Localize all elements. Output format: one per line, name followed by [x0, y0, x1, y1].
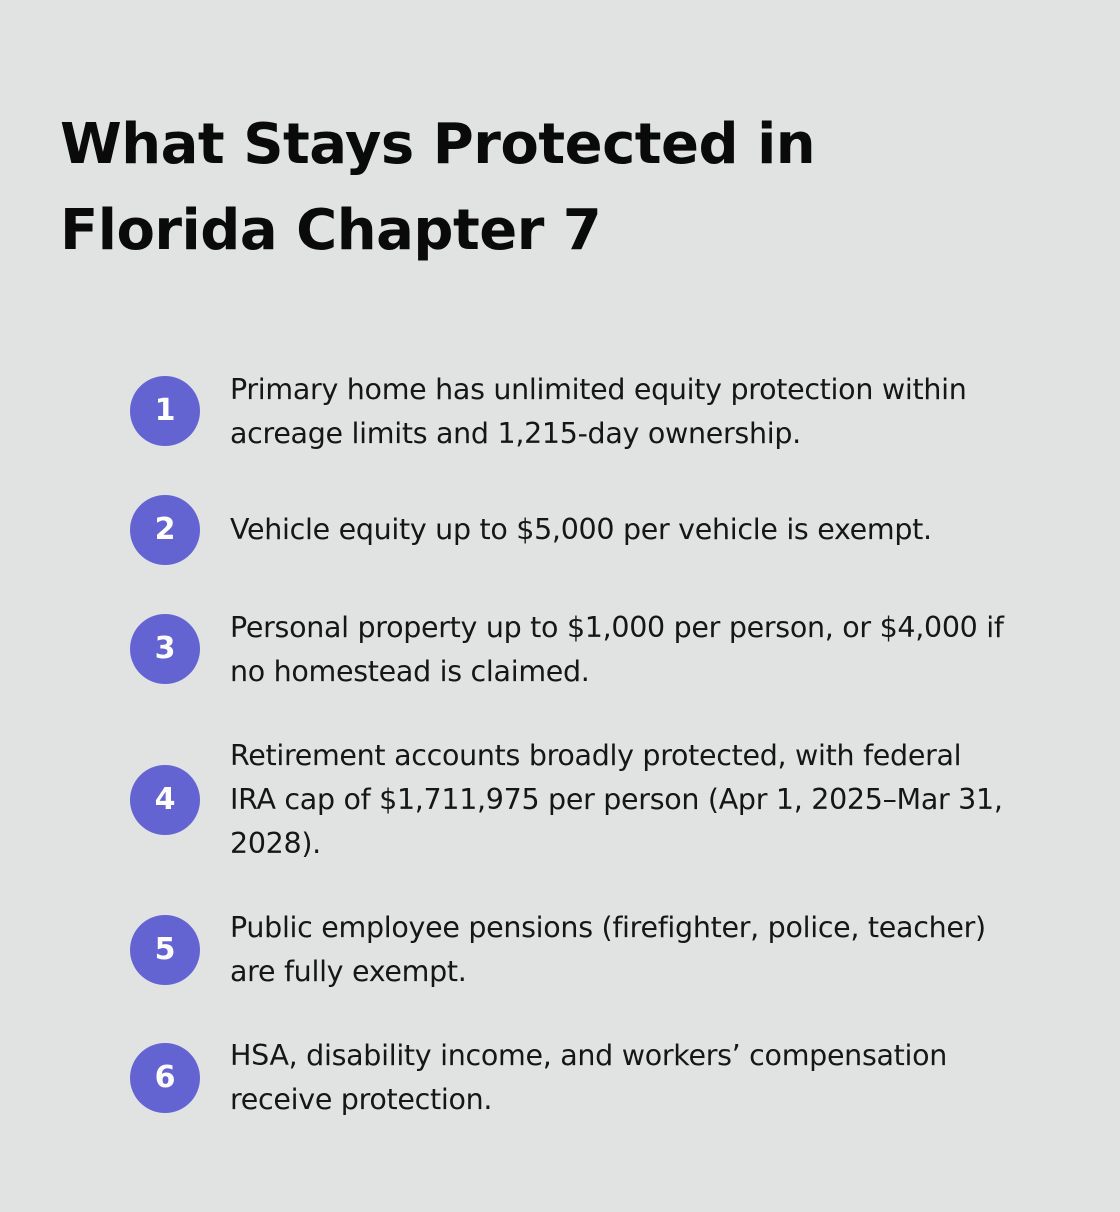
- page-title: [60, 102, 1060, 274]
- number-badge-5: 5: [130, 915, 200, 985]
- number-badge-3: 3: [130, 614, 200, 684]
- item-2-line-1: Vehicle equity up to $5,000 per vehicle is exempt.: [230, 513, 932, 546]
- number-badge-4: 4: [130, 765, 200, 835]
- item-5-line-1: Public employee pensions (firefighter, police, teacher): [230, 911, 986, 944]
- title-line-2: Florida Chapter 7: [60, 198, 602, 263]
- item-1-line-1: Primary home has unlimited equity protection within: [230, 373, 967, 406]
- item-3-line-2: no homestead is claimed.: [230, 655, 590, 688]
- number-badge-2: 2: [130, 495, 200, 565]
- title-line-1: What Stays Protected in: [60, 112, 816, 177]
- number-badge-1: 1: [130, 376, 200, 446]
- item-4-line-1: Retirement accounts broadly protected, with federal: [230, 739, 962, 772]
- item-4-line-2: IRA cap of $1,711,975 per person (Apr 1, 2025–Mar 31,: [230, 783, 1003, 816]
- item-6-line-1: HSA, disability income, and workers’ compensation: [230, 1039, 948, 1072]
- item-text-3: [230, 606, 1060, 694]
- item-4-line-3: 2028).: [230, 827, 321, 860]
- item-1-line-2: acreage limits and 1,215-day ownership.: [230, 417, 801, 450]
- item-6-line-2: receive protection.: [230, 1083, 493, 1116]
- item-text-5: [230, 906, 1060, 994]
- item-5-line-2: are fully exempt.: [230, 955, 467, 988]
- item-text-4: [230, 734, 1060, 866]
- number-badge-6: 6: [130, 1043, 200, 1113]
- item-text-2: [230, 508, 1060, 552]
- item-3-line-1: Personal property up to $1,000 per person, or $4,000 if: [230, 611, 1004, 644]
- item-text-6: [230, 1034, 1060, 1122]
- item-text-1: [230, 368, 1060, 456]
